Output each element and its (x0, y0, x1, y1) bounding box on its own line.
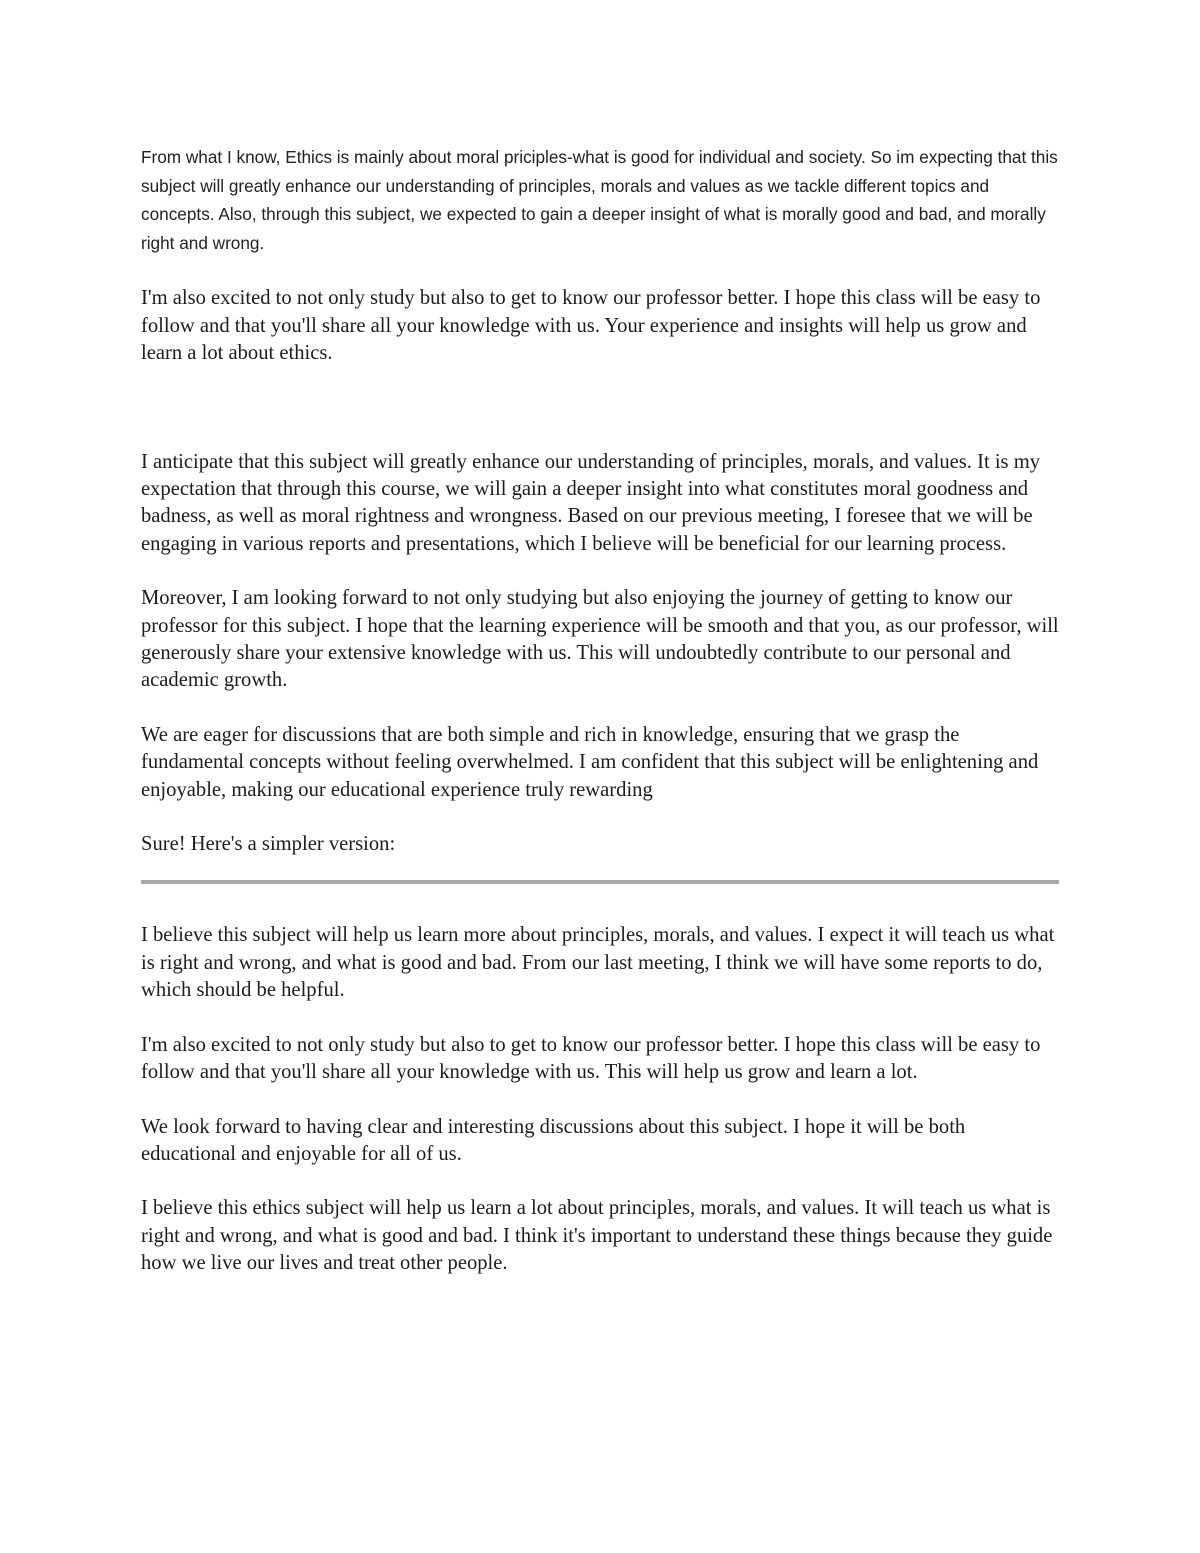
simpler-version-intro: Sure! Here's a simpler version: (141, 833, 396, 856)
paragraph-simple-professor: I'm also excited to not only study but also to get to know our professor better. I hope this class will be easy to follow and that you'll share all your knowledge with us. This will help us grow and learn a lot. (141, 1033, 1041, 1084)
paragraph-looking-forward: Moreover, I am looking forward to not only studying but also enjoying the journey of getting to know our professor for this subject. I hope that the learning experience will be smooth and that you, as our professor, will generously share your extensive knowledge with us. This will undoubtedly contribute to our personal and academic growth. (141, 587, 1059, 692)
paragraph-ethics-definition: From what I know, Ethics is mainly about moral priciples-what is good for individual and society. So im expecting that this subject will greatly enhance our understanding of principles, morals and values as we tackle different topics and concepts. Also, through this subject, we expected to gain a deeper insight of what is morally good and bad, and morally right and wrong. (141, 147, 1058, 253)
paragraph-anticipation: I anticipate that this subject will greatly enhance our understanding of principles, morals, and values. It is my expectation that through this course, we will gain a deeper insight into what constitutes moral goodness and badness, as well as moral rightness and wrongness. Based on our previous meeting, I foresee that we will be engaging in various reports and presentations, which I believe will be beneficial for our learning process. (141, 450, 1041, 555)
paragraph-professor-hope: I'm also excited to not only study but also to get to know our professor better. I hope this class will be easy to follow and that you'll share all your knowledge with us. Your experience and insights will help us grow and learn a lot about ethics. (141, 287, 1041, 365)
blank-space (141, 395, 1061, 449)
paragraph-ethics-importance: I believe this ethics subject will help us learn a lot about principles, morals, and values. It will teach us what is right and wrong, and what is good and bad. I think it's important to understand these things because they guide how we live our lives and treat other people. (141, 1197, 1053, 1275)
horizontal-rule (141, 880, 1059, 884)
paragraph-simple-belief: I believe this subject will help us learn more about principles, morals, and values. I expect it will teach us what is right and wrong, and what is good and bad. From our last meeting, I think we will have some reports to do, which should be helpful. (141, 924, 1055, 1002)
paragraph-discussions: We are eager for discussions that are both simple and rich in knowledge, ensuring that we grasp the fundamental concepts without feeling overwhelmed. I am confident that this subject will be enlightening and enjoyable, making our educational experience truly rewarding (141, 723, 1039, 801)
paragraph-simple-discussions: We look forward to having clear and interesting discussions about this subject. I hope it will be both educational and enjoyable for all of us. (141, 1115, 966, 1165)
document-body (141, 143, 1061, 1305)
